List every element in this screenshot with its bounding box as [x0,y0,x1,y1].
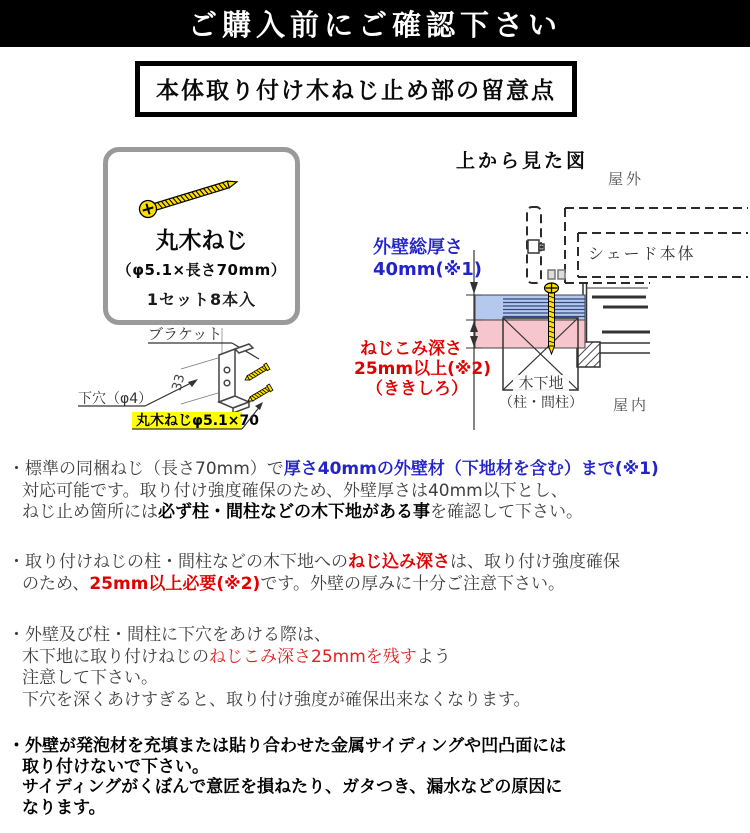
svg-text:40mm(※1): 40mm(※1) [373,259,483,280]
section-title-text: 本体取り付け木ねじ止め部の留意点 [156,78,556,104]
note1-blue-text: 厚さ40mmの外壁材（下地材を含む）まで(※1) [283,459,659,479]
note3-red-text: ねじこみ深さ25mmを残す [209,646,417,667]
section-title [135,61,577,117]
note2-red-text: ねじ込み深さ [348,552,450,572]
top-view-title: 上から見た図 [456,150,589,172]
svg-text:ねじこみ深さ: ねじこみ深さ [360,339,462,359]
note2-red-text-2: 25mm以上必要(※2) [89,573,261,594]
screw-product-box [103,147,300,325]
wood-base-sublabel: （柱・間柱） [499,395,583,411]
screw-spec: （φ5.1×長さ70mm） [116,261,287,279]
bracket-dimension: 33 [169,372,189,393]
note1-bold-text: 必ず柱・間柱などの木下地がある事 [158,502,430,522]
svg-text:外壁総厚さ: 外壁総厚さ [373,237,463,258]
indoor-label: 屋内 [613,396,650,414]
shade-body-label: シェード本体 [588,244,696,263]
page-title-text: ご購入前にご確認下さい [187,8,562,42]
screw-quantity: 1セット8本入 [146,290,257,309]
wood-base-label: 木下地 [518,374,564,392]
screw-name: 丸木ねじ [155,228,248,254]
note-screw-depth: ・取り付けねじの柱・間柱などの木下地へのねじ込み深さは、取り付け強度確保 のため、25mm以上必要(※2)です。外壁の厚みに十分ご注意下さい。 [8,552,620,594]
svg-text:25mm以上(※2): 25mm以上(※2) [354,359,491,379]
top-view-diagram [350,160,750,435]
bracket-label: ブラケット [148,325,223,343]
note-siding-warning: ・外壁が発泡材を充填または貼り合わせた金属サイディングや凹凸面には 取り付けないで下さい。 サイディングがくぼんで意匠を損ねたり、ガタつき、漏水などの原因に なります。 [8,736,567,818]
bracket-diagram [75,322,310,440]
note-wall-thickness: ・標準の同梱ねじ（長さ70mm）で厚さ40mmの外壁材（下地材を含む）まで(※1) 対応可能です。取り付け強度確保のため、外壁厚さは40mm以下とし、 ねじ止め箇所には必ず柱・間柱などの木下地がある事を確認して下さい。 [8,459,659,522]
page-title [0,0,750,47]
bracket-screw-icon [243,363,273,404]
screw-icon [122,162,282,226]
outdoor-label: 屋外 [608,170,645,188]
note-pilot-hole: ・外壁及び柱・間柱に下穴をあける際は、 木下地に取り付けねじのねじこみ深さ25mmを残すよう 注意して下さい。 下穴を深くあけすぎると、取り付け強度が確保出来なくなります。 [8,625,531,710]
svg-text:（ききしろ）: （ききしろ） [366,379,468,399]
wall-thickness-note [373,236,482,280]
pilot-hole-label: 下穴（φ4） [78,391,153,407]
bracket-screw-label: 丸木ねじφ5.1×70 [136,413,259,429]
